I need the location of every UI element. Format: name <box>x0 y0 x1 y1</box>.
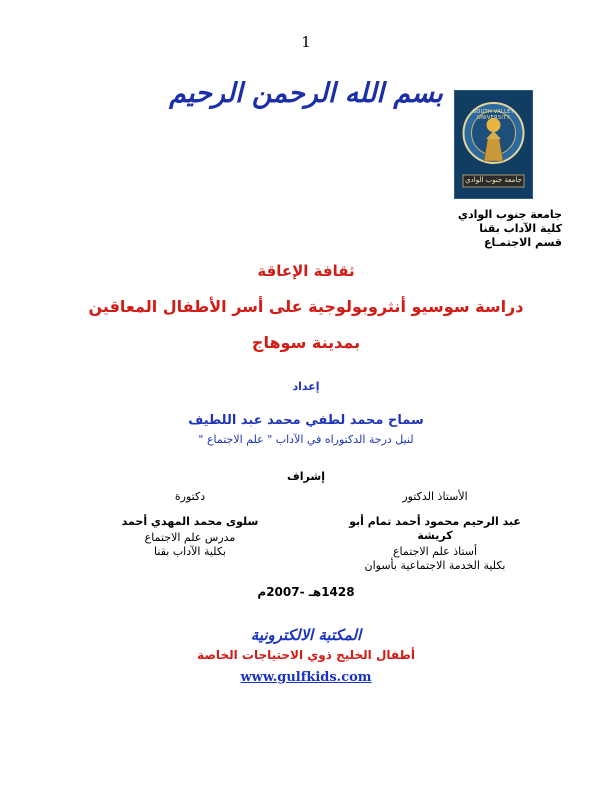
institution-faculty: كلية الآداب بقنا <box>479 222 562 235</box>
website-link[interactable]: www.gulfkids.com <box>240 670 372 685</box>
electronic-library-title: المكتبة الالكترونية <box>250 626 362 644</box>
title-city: بمدينة سوهاج <box>251 333 361 352</box>
prepared-label: إعداد <box>292 380 320 393</box>
library-subtitle: أطفال الخليج ذوي الاحتياجات الخاصة <box>197 648 415 662</box>
title-subtitle: دراسة سوسيو أنثروبولوجية على أسر الأطفال المعاقين <box>88 297 524 316</box>
publication-date: 1428هـ -2007م <box>257 585 355 599</box>
author-name: سماح محمد لطفي محمد عبد اللطيف <box>188 413 424 428</box>
basmala-calligraphy: بسم الله الرحمن الرحيم <box>169 78 443 109</box>
supervisor-2-rank: دكتورة <box>174 490 206 503</box>
page-number: 1 <box>301 33 311 51</box>
logo-ring-text: SOUTH VALLEY UNIVERSITY <box>472 109 515 121</box>
website-container <box>0 666 612 685</box>
supervisor-2-name: سلوى محمد المهدي أحمد <box>121 515 259 528</box>
institution-university: جامعة جنوب الوادي <box>457 208 562 221</box>
supervision-label: إشراف <box>287 470 325 483</box>
degree-statement: لنيل درجة الدكتوراه في الآداب " علم الاجتماع " <box>198 433 414 446</box>
supervisor-1 <box>330 490 540 573</box>
supervisor-1-affiliation: بكلية الخدمة الاجتماعية بأسوان <box>364 559 506 572</box>
supervisor-2-affiliation: بكلية الآداب بقنا <box>154 545 226 558</box>
supervisor-1-position: أستاذ علم الاجتماع <box>392 545 478 558</box>
logo-banner-text: جامعة جنوب الوادي <box>465 176 522 184</box>
title-main: ثقافة الإعاقة <box>257 262 355 280</box>
institution-department: قسم الاجتمـاع <box>483 236 562 249</box>
supervisor-2 <box>105 490 275 559</box>
supervisor-1-name: عبد الرحيم محمود أحمد تمام أبو كريشة <box>349 515 521 542</box>
supervisor-1-rank: الأستاذ الدكتور <box>402 490 468 503</box>
supervisor-2-position: مدرس علم الاجتماع <box>144 531 236 544</box>
university-logo <box>454 90 533 199</box>
